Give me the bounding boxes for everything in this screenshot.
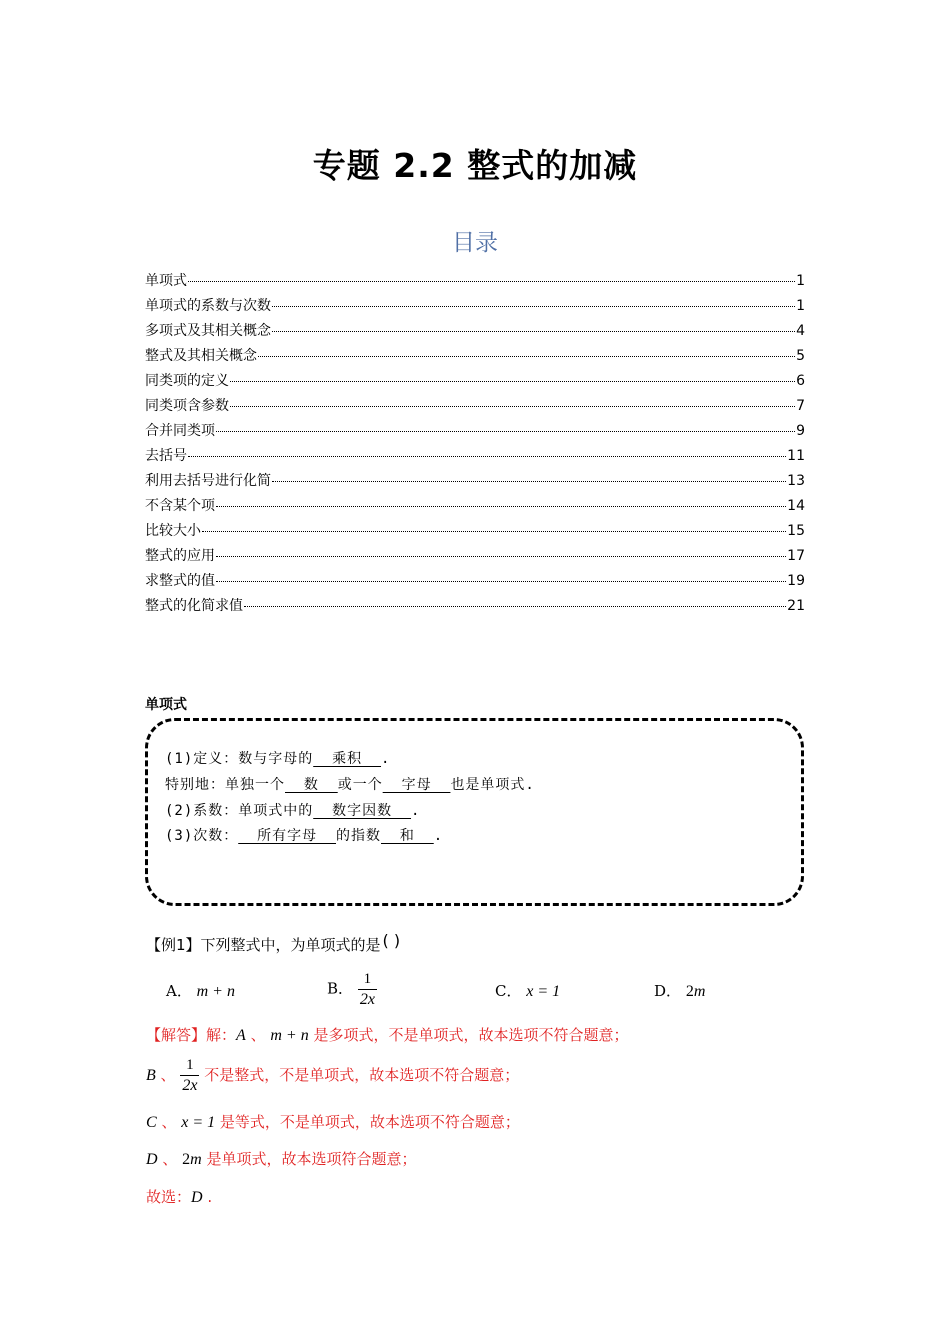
option-d [654,980,705,1001]
toc-entry-label: 整式的应用 [145,548,215,564]
toc-entry-page: 15 [787,523,805,539]
toc-entry[interactable] [145,545,805,570]
answer-tag: 故选： [146,1188,192,1206]
option-expression: x = 1 [526,983,561,1000]
toc-entry-label: 去括号 [145,448,187,464]
option-letter: A． [166,982,192,1000]
toc-entry-page: 11 [787,448,805,464]
answer-variable: D [191,1189,203,1206]
toc-leader-dots [244,606,786,607]
answer-expression: x = 1 [181,1114,216,1131]
answer-separator: 、 [156,1113,182,1131]
toc-entry-page: 4 [796,323,805,339]
toc-entry-page: 14 [787,498,805,514]
answer-expression: m + n [270,1027,309,1044]
toc-entry[interactable] [145,295,805,320]
option-letter: D． [654,982,682,1000]
answer-variable: D [146,1151,158,1168]
toc-entry-page: 21 [787,598,805,614]
definition-text: 的指数 [336,828,382,844]
definition-text: 特别地：单独一个 [165,777,285,793]
answer-line-1 [146,1024,628,1045]
answer-line-2 [146,1056,519,1095]
answer-text: 是等式，不是单项式，故本选项不符合题意； [215,1113,520,1131]
table-of-contents [145,270,805,620]
definition-text: (1)定义：数与字母的 [165,751,314,767]
toc-entry[interactable] [145,445,805,470]
toc-entry[interactable] [145,520,805,545]
page-title: 专题 2.2 整式的加减 [312,146,638,185]
definition-text: . [433,828,444,844]
toc-leader-dots [272,331,795,332]
definition-text: . [381,751,391,767]
fraction [358,970,377,1009]
toc-entry-label: 单项式的系数与次数 [145,298,271,314]
toc-leader-dots [216,556,786,557]
option-variable: m [693,983,706,1000]
toc-entry-label: 不含某个项 [145,498,215,514]
toc-entry-label: 整式及其相关概念 [145,348,257,364]
toc-entry-page: 7 [796,398,805,414]
answer-line-5 [146,1186,212,1207]
toc-entry-label: 同类项含参数 [145,398,229,414]
toc-entry-label: 单项式 [145,273,187,289]
answer-line-3 [146,1111,520,1132]
option-letter: B． [327,979,354,998]
toc-heading: 目录 [452,230,498,256]
toc-leader-dots [216,431,795,432]
example-question [146,931,400,955]
toc-leader-dots [272,306,795,307]
fraction [180,1056,199,1095]
fraction-numerator: 1 [363,971,372,987]
option-c [495,980,560,1001]
blank-answer: __字母__ [382,777,451,793]
toc-entry[interactable] [145,420,805,445]
toc-entry[interactable] [145,370,805,395]
toc-entry-label: 整式的化简求值 [145,598,243,614]
toc-entry-page: 6 [796,373,805,389]
option-a [166,980,235,1001]
toc-entry-page: 17 [787,548,805,564]
answer-separator: 、 [157,1150,183,1168]
toc-entry-page: 13 [787,473,805,489]
toc-leader-dots [188,456,786,457]
toc-entry[interactable] [145,495,805,520]
toc-entry-label: 多项式及其相关概念 [145,323,271,339]
toc-entry[interactable] [145,270,805,295]
answer-text: 是单项式，故本选项符合题意； [201,1150,417,1168]
toc-leader-dots [258,356,795,357]
fraction-denominator: 2x [359,991,375,1008]
answer-text: 是多项式，不是单项式，故本选项不符合题意； [308,1026,629,1044]
toc-entry-page: 1 [796,273,805,289]
definition-line-1 [165,748,390,768]
answer-separator: 、 [245,1026,271,1044]
answer-separator: 、 [155,1066,181,1084]
toc-entry[interactable] [145,345,805,370]
option-coefficient: 2 [685,983,694,1000]
question-text: 【例1】下列整式中，为单项式的是 [146,936,381,954]
toc-leader-dots [188,281,795,282]
definition-line-3 [165,800,420,820]
answer-text: . [202,1188,213,1206]
definition-text: (2)系数：单项式中的 [165,803,314,819]
toc-entry-page: 19 [787,573,805,589]
toc-entry-page: 5 [796,348,805,364]
definition-text: 或一个 [337,777,383,793]
toc-leader-dots [202,531,786,532]
definition-line-2 [165,774,535,794]
section-heading: 单项式 [145,697,187,713]
definition-line-4 [165,825,443,845]
blank-answer: __数__ [285,777,338,793]
answer-variable: A [236,1027,246,1044]
toc-entry-label: 同类项的定义 [145,373,229,389]
fraction-numerator: 1 [186,1057,194,1073]
toc-entry-label: 利用去括号进行化简 [145,473,271,489]
answer-tag: 【解答】解： [146,1026,237,1044]
answer-variable: C [146,1114,157,1131]
answer-line-4 [146,1148,416,1169]
definition-text: 也是单项式. [450,777,535,793]
option-expression: m + n [196,983,235,1000]
definition-text: (3)次数： [165,828,239,844]
toc-entry-label: 求整式的值 [145,573,215,589]
toc-entry[interactable] [145,395,805,420]
toc-entry[interactable] [145,470,805,495]
toc-leader-dots [230,406,795,407]
answer-text: 不是整式，不是单项式，故本选项不符合题意； [199,1066,520,1084]
toc-entry[interactable] [145,595,805,620]
blank-answer: __所有字母__ [238,828,337,844]
toc-leader-dots [216,506,786,507]
answer-variable: B [146,1067,156,1084]
fraction-denominator: 2x [182,1077,198,1094]
definition-text: . [411,803,421,819]
option-b [327,970,377,1009]
toc-entry-page: 1 [796,298,805,314]
toc-entry-label: 比较大小 [145,523,201,539]
toc-entry-label: 合并同类项 [145,423,215,439]
answer-paren: ( ) [382,931,401,950]
blank-answer: __和__ [381,828,434,844]
toc-leader-dots [272,481,786,482]
answer-coefficient: 2 [182,1151,191,1168]
toc-leader-dots [230,381,795,382]
blank-answer: __乘积__ [313,751,382,767]
option-letter: C． [495,982,522,1000]
blank-answer: __数字因数__ [313,803,412,819]
toc-entry[interactable] [145,570,805,595]
answer-expression: m [190,1151,202,1168]
toc-leader-dots [216,581,786,582]
toc-entry[interactable] [145,320,805,345]
toc-entry-page: 9 [796,423,805,439]
